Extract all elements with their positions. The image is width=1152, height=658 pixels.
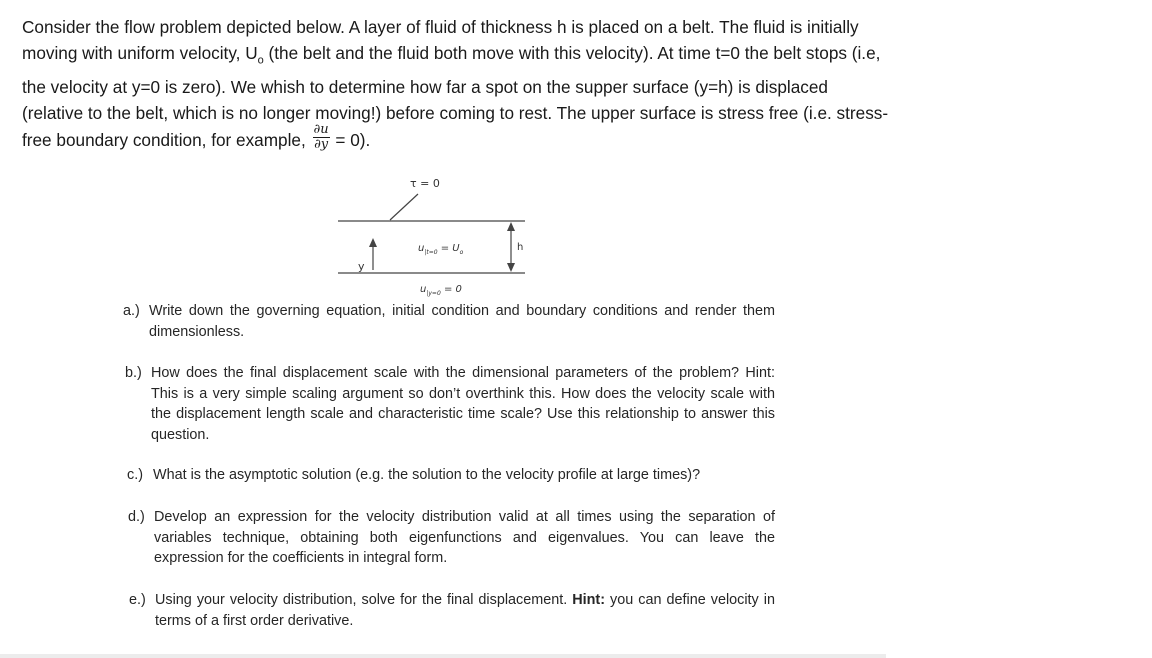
question-b-label: b.): [125, 365, 142, 381]
question-d-text: Develop an expression for the velocity distribution valid at all times using the separation of variables technique, obtaining both eigenfunctions and eigenvalues. You can leave the expression for the coefficients in integral form.: [154, 509, 775, 566]
tau-label: τ = 0: [410, 177, 440, 190]
intro-text-cont: (the belt and the fluid both move with this velocity). At time t=0 the belt stops (i.e, the velocity at y=0 is zero). We whish to determine how far a spot on the supper surface (y=h) is displaced (relative to the belt, which is no longer moving!) before coming to rest. The upper surface is stress free (i.e. stress-free boundary condition, for example,: [22, 43, 889, 150]
no-slip-label: $u_{|y=0} = 0$: [420, 284, 462, 297]
question-b: [125, 363, 775, 445]
y-label: y: [358, 260, 365, 273]
question-e-body: [129, 590, 775, 631]
h-label: h: [517, 242, 524, 253]
hint-word: Hint:: [572, 592, 606, 608]
fraction-numerator: ∂u: [313, 121, 329, 137]
scan-edge-bar: [0, 654, 886, 658]
question-a: [123, 301, 775, 342]
question-b-text: How does the final displacement scale with the dimensional parameters of the problem? Hint: This is a very simple scaling argument so don’t overthink this. How does the velocity scale with the displacement length scale and characteristic time scale? Use this relationship to answer this question.: [151, 365, 775, 443]
initial-velocity-label: $u_{|t=0} = U_o$: [418, 243, 464, 256]
flow-diagram: [300, 170, 540, 300]
question-e: [129, 590, 775, 631]
fraction-denominator: ∂y: [314, 136, 329, 152]
intro-text: Consider the flow problem depicted below. A layer of fluid of thickness h is placed on a belt. The fluid is initially moving with uniform velocity, U: [22, 17, 859, 64]
question-e-text: Using your velocity distribution, solve for the final displacement.: [155, 592, 573, 608]
question-d: [128, 507, 775, 569]
du-dy-fraction: [313, 123, 330, 152]
u-naught-subscript: o: [257, 54, 264, 67]
tau-pointer-line: [390, 194, 418, 220]
y-axis-arrowhead: [369, 238, 377, 247]
question-c-text: What is the asymptotic solution (e.g. the solution to the velocity profile at large times)?: [153, 467, 701, 483]
intro-text-end: = 0).: [330, 129, 371, 150]
thickness-arrowhead-bottom: [507, 263, 515, 272]
question-a-label: a.): [123, 303, 140, 319]
question-a-text: Write down the governing equation, initial condition and boundary conditions and render them dimensionless.: [149, 303, 775, 340]
question-d-label: d.): [128, 509, 145, 525]
question-e-label: e.): [129, 592, 146, 608]
question-c-label: c.): [127, 467, 143, 483]
problem-statement: [22, 14, 892, 153]
question-c: [127, 465, 775, 486]
thickness-arrowhead-top: [507, 222, 515, 231]
question-e-text-cont: you can define velocity in terms of a first order derivative.: [155, 592, 775, 629]
